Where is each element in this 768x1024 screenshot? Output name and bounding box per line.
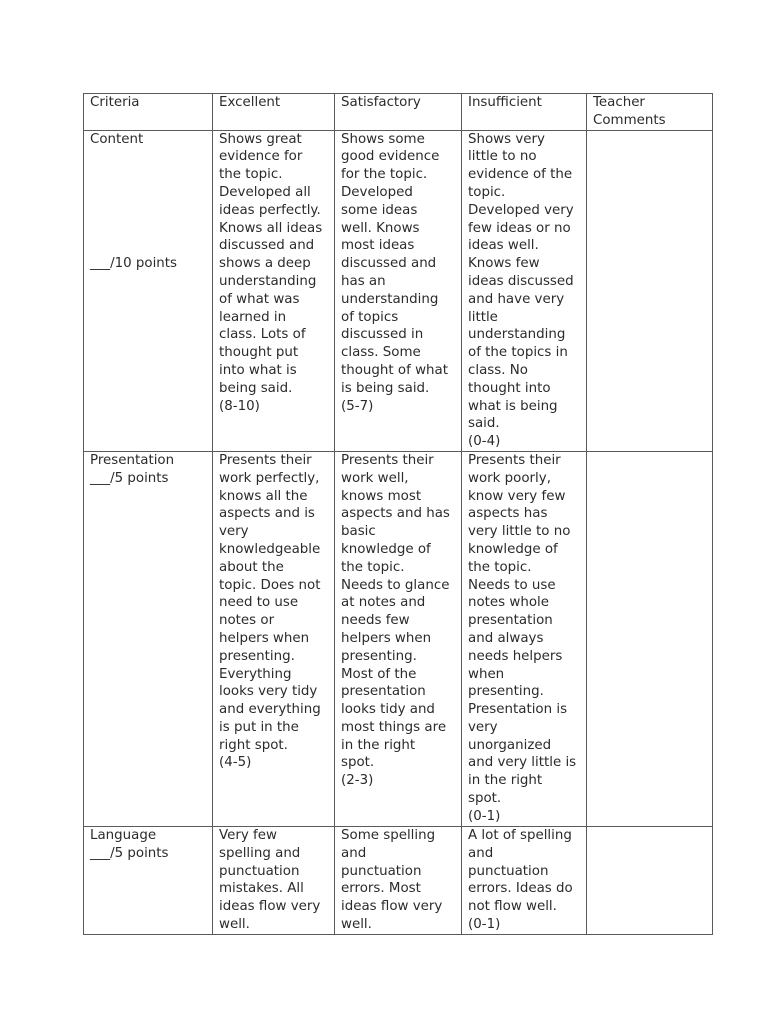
language-insufficient-cell: A lot of spelling and punctuation errors. Ideas do not flow well. (0-1) (462, 826, 587, 934)
row-content (84, 130, 713, 451)
content-criteria-cell: Content ___/10 points (84, 130, 213, 451)
content-comments-cell[interactable] (587, 130, 713, 451)
content-satisfactory-cell: Shows some good evidence for the topic. Developed some ideas well. Knows most ideas discussed and has an understanding of topics discussed in class. Some thought of what is being said. (5-7) (335, 130, 462, 451)
presentation-satisfactory-cell: Presents their work well, knows most aspects and has basic knowledge of the topic. Needs to glance at notes and needs few helpers when presenting. Most of the presentation looks tidy and most things are in the right spot. (2-3) (335, 451, 462, 826)
presentation-criteria-cell: Presentation ___/5 points (84, 451, 213, 826)
header-insufficient: Insufficient (462, 94, 587, 131)
presentation-comments-cell[interactable] (587, 451, 713, 826)
header-teacher-comments: Teacher Comments (587, 94, 713, 131)
row-presentation (84, 451, 713, 826)
rubric-table (83, 93, 713, 935)
content-insufficient-cell: Shows very little to no evidence of the topic. Developed very few ideas or no ideas well. Knows few ideas discussed and have very little understanding of the topics in class. No thought into what is being said. (0-4) (462, 130, 587, 451)
header-row (84, 94, 713, 131)
language-satisfactory-cell: Some spelling and punctuation errors. Most ideas flow very well. (335, 826, 462, 934)
language-comments-cell[interactable] (587, 826, 713, 934)
row-language (84, 826, 713, 934)
language-criteria-cell: Language ___/5 points (84, 826, 213, 934)
header-excellent: Excellent (213, 94, 335, 131)
header-criteria: Criteria (84, 94, 213, 131)
header-satisfactory: Satisfactory (335, 94, 462, 131)
presentation-excellent-cell: Presents their work perfectly, knows all the aspects and is very knowledgeable about the topic. Does not need to use notes or helpers when presenting. Everything looks very tidy and everything is put in the right spot. (4-5) (213, 451, 335, 826)
content-excellent-cell: Shows great evidence for the topic. Developed all ideas perfectly. Knows all ideas discussed and shows a deep understanding of what was learned in class. Lots of thought put into what is being said. (8-10) (213, 130, 335, 451)
language-excellent-cell: Very few spelling and punctuation mistakes. All ideas flow very well. (213, 826, 335, 934)
presentation-insufficient-cell: Presents their work poorly, know very few aspects has very little to no knowledge of the topic. Needs to use notes whole presentation and always needs helpers when presenting. Presentation is very unorganized and very little is in the right spot. (0-1) (462, 451, 587, 826)
